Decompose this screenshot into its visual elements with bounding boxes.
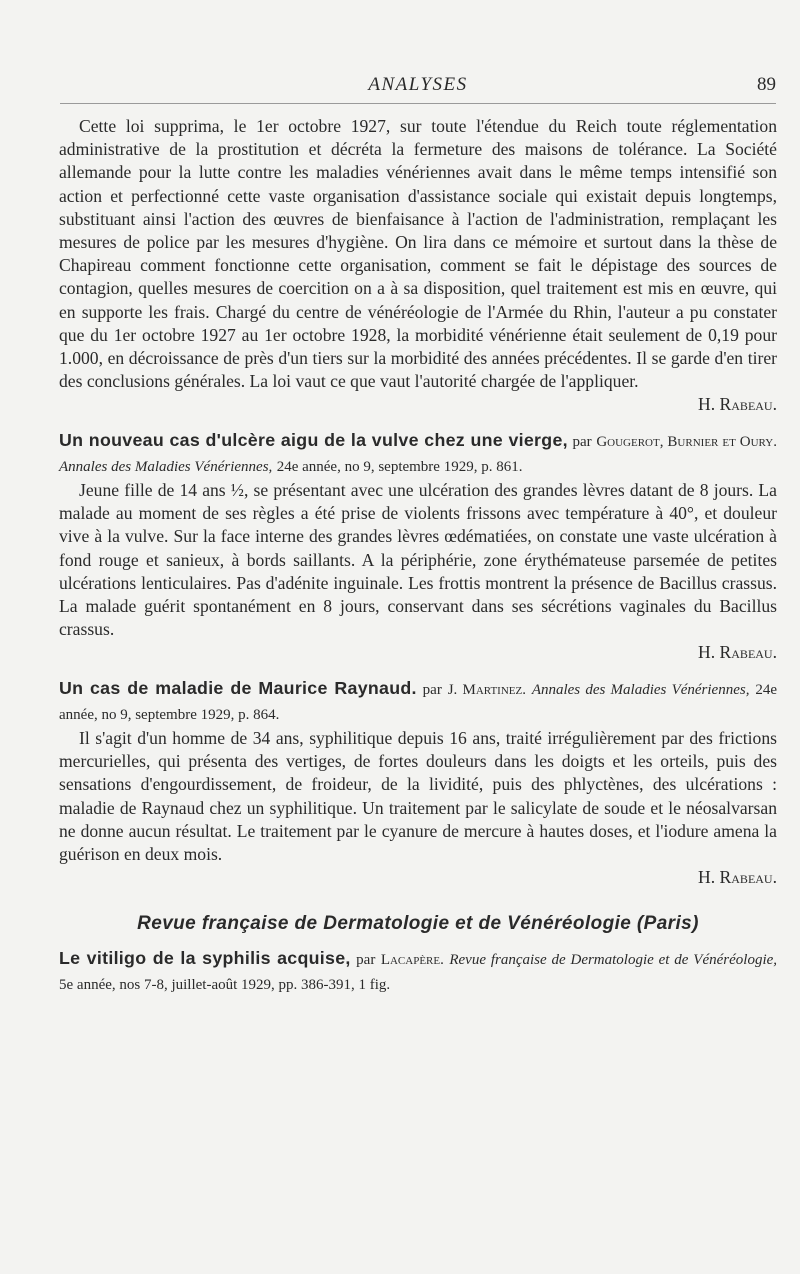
entry-body: Il s'agit d'un homme de 34 ans, syphilitique depuis 16 ans, traité irrégulièrement par des frictions mercurielles, qui présenta des vertiges, de fortes douleurs dans les doigts et les orteils, puis des sensations d'engourdissement, de froideur, de la lividité, puis des phlyctènes, des ulcérations : maladie de Raynaud chez un syphilitique. Un traitement par le salicylate de soude et le néosalvarsan ne donne aucun résultat. Le traitement par le cyanure de mercure à hautes doses, et l'iodure amena la guérison en deux mois. xyxy=(59,728,777,865)
signature: H. Rabeau. xyxy=(698,394,777,415)
spacer xyxy=(59,665,777,677)
signature: H. Rabeau. xyxy=(698,867,777,888)
article-entry xyxy=(59,677,777,890)
entry-body: Jeune fille de 14 ans ½, se présentant avec une ulcération des grandes lèvres datant de 8 jours. La malade au moment de ses règles a été prise de violents frissons avec température à 40°, et douleur vive à la vulve. Sur la face interne des grandes lèvres œdématiées, on constate une vaste ulcération à fond rouge et sanieux, à bords saillants. A la périphérie, zone érythémateuse parsemée de petites ulcérations lenticulaires. Pas d'adénite inguinale. Les frottis montrent la présence de Bacillus crassus. La malade guérit spontanément en 8 jours, conservant dans ses sécrétions vaginales du Bacillus crassus. xyxy=(59,480,777,640)
entry-details: 5e année, nos 7-8, juillet-août 1929, pp. 386-391, 1 fig. xyxy=(59,976,391,993)
spacer xyxy=(59,890,777,912)
page-number: 89 xyxy=(757,74,776,95)
entry-journal: Annales des Maladies Vénériennes, xyxy=(59,458,273,475)
continuation-paragraph: Cette loi supprima, le 1er octobre 1927, sur toute l'étendue du Reich toute réglementation administrative de la prostitution et décréta la fermeture des maisons de tolérance. La Société allemande pour la lutte contre les maladies vénériennes avait dans le même temps intensifié son action et perfectionné cette vaste organisation d'assistance sociale qui existait depuis longtemps, substituant ainsi l'action des œuvres de bienfaisance à l'action de l'administration, remplaçant les mesures de police par les mesures d'hygiène. On lira dans ce mémoire et surtout dans la thèse de Chapireau comment fonctionne cette organisation, comment se fait le dépistage des sources de contagion, quelles mesures de coercition on a à sa disposition, quel traitement est mis en œuvre, qui en supporte les frais. Chargé du centre de vénéréologie de l'Armée du Rhin, l'auteur a pu constater que du 1er octobre 1927 au 1er octobre 1928, la morbidité vénérienne était seulement de 0,19 pour 1.000, en décroissance de près d'un tiers sur la morbidité des années précédentes. Il se garde d'en tirer des conclusions générales. La loi vaut ce que vaut l'autorité chargée de l'appliquer. xyxy=(59,116,777,392)
entry-authors: Lacapère. xyxy=(380,951,444,968)
entry-reference xyxy=(59,947,777,997)
entry-by: par xyxy=(356,951,376,968)
signature: H. Rabeau. xyxy=(698,642,777,663)
section-heading: Revue française de Dermatologie et de Vénéréologie (Paris) xyxy=(137,912,699,934)
entry-details: 24e année, no 9, septembre 1929, p. 864. xyxy=(59,681,777,723)
spacer xyxy=(59,417,777,429)
entry-title: Le vitiligo de la syphilis acquise, xyxy=(59,947,351,968)
entry-authors: J. Martinez. xyxy=(447,681,526,698)
page-header xyxy=(60,74,776,102)
article-entry xyxy=(59,947,777,997)
entry-reference xyxy=(59,677,777,727)
running-title: ANALYSES xyxy=(368,74,468,95)
entry-title: Un cas de maladie de Maurice Raynaud. xyxy=(59,677,417,698)
entry-journal: Annales des Maladies Vénériennes, xyxy=(531,681,750,698)
page-content xyxy=(59,115,777,997)
header-rule xyxy=(60,103,776,104)
spacer xyxy=(59,935,777,947)
entry-by: par xyxy=(422,681,442,698)
entry-authors: Gougerot, Burnier et Oury. xyxy=(596,433,777,450)
entry-journal: Revue française de Dermatologie et de Vénéréologie, xyxy=(449,951,778,968)
entry-reference xyxy=(59,429,777,479)
entry-by: par xyxy=(572,433,592,450)
entry-details: 24e année, no 9, septembre 1929, p. 861. xyxy=(276,458,523,475)
article-entry xyxy=(59,429,777,665)
entry-title: Un nouveau cas d'ulcère aigu de la vulve chez une vierge, xyxy=(59,429,568,450)
